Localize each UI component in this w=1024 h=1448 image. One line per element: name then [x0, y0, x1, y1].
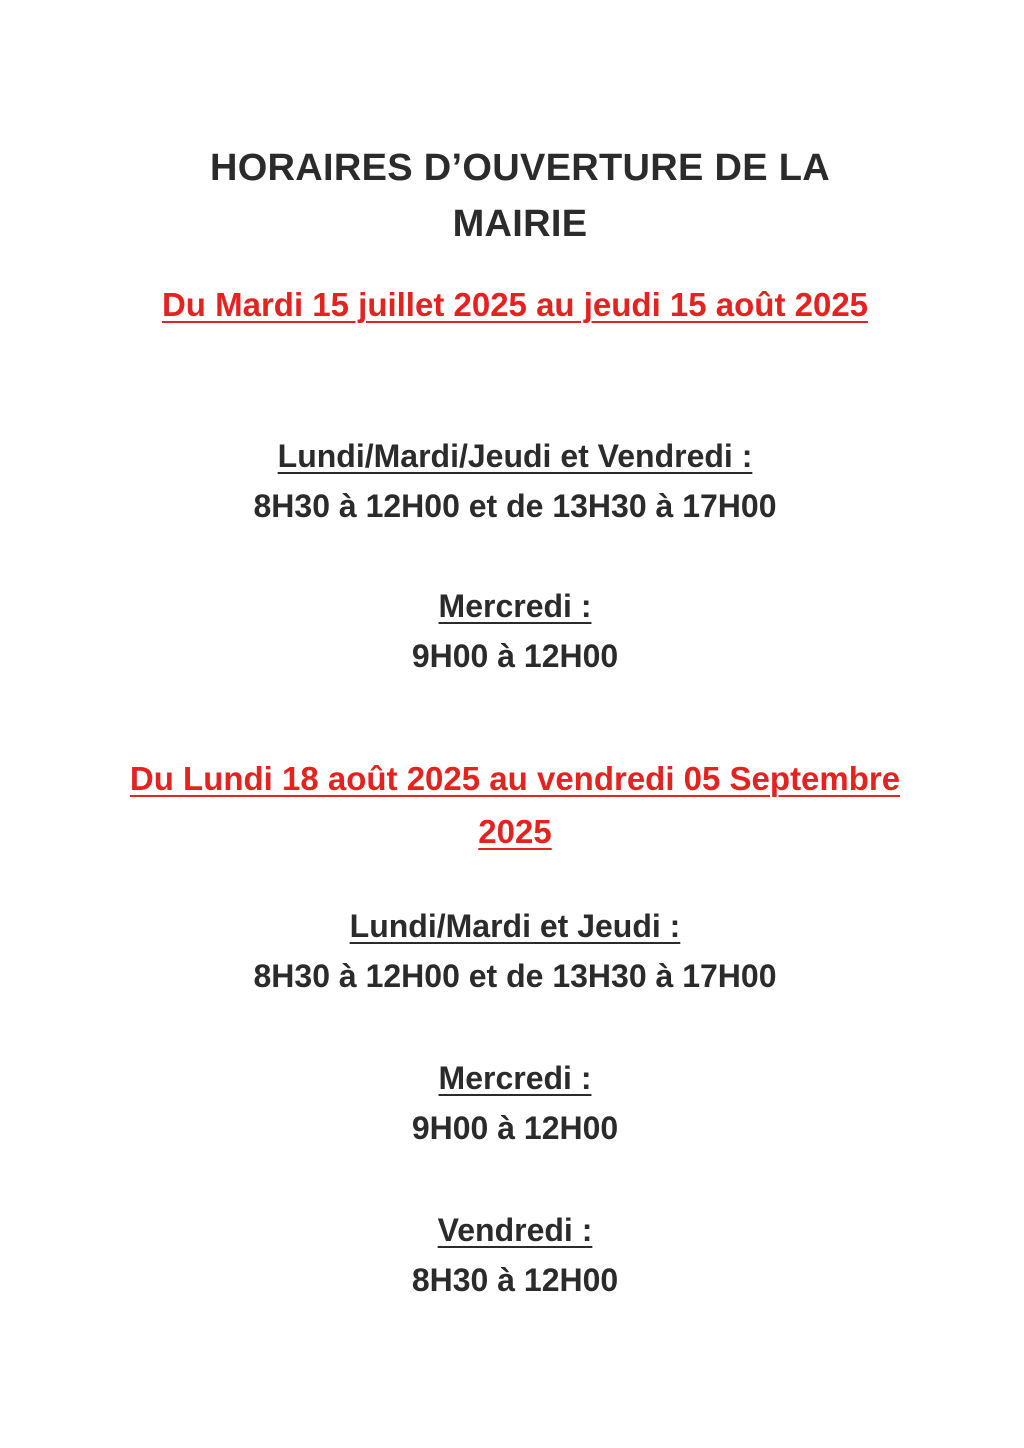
period-2-hours-2: 9H00 à 12H00 — [411, 1110, 619, 1146]
period-2-heading — [100, 752, 930, 858]
period-2-days-3 — [100, 1210, 930, 1250]
period-2-days-1-label: Lundi/Mardi et Jeudi : — [349, 908, 681, 944]
period-1-days-2-label: Mercredi : — [438, 588, 592, 624]
period-2-hours-1: 8H30 à 12H00 et de 13H30 à 17H00 — [253, 958, 777, 994]
period-2-hours-3: 8H30 à 12H00 — [411, 1262, 619, 1298]
period-1-days-2 — [100, 586, 930, 626]
period-1-hours-1: 8H30 à 12H00 et de 13H30 à 17H00 — [253, 488, 777, 524]
period-2-days-3-label: Vendredi : — [437, 1212, 593, 1248]
period-1-heading-text: Du Mardi 15 juillet 2025 au jeudi 15 août 2025 — [161, 286, 869, 323]
period-1-hours-2: 9H00 à 12H00 — [411, 638, 619, 674]
period-1-days-1-label: Lundi/Mardi/Jeudi et Vendredi : — [277, 438, 753, 474]
document-title: HORAIRES D’OUVERTURE DE LA MAIRIE — [209, 147, 831, 245]
period-2-heading-text: Du Lundi 18 août 2025 au vendredi 05 Septembre 2025 — [129, 760, 901, 850]
period-1-days-1 — [100, 436, 930, 476]
period-2-days-2 — [100, 1058, 930, 1098]
period-2-days-2-label: Mercredi : — [438, 1060, 592, 1096]
period-1-heading — [100, 278, 930, 331]
period-2-days-1 — [100, 906, 930, 946]
